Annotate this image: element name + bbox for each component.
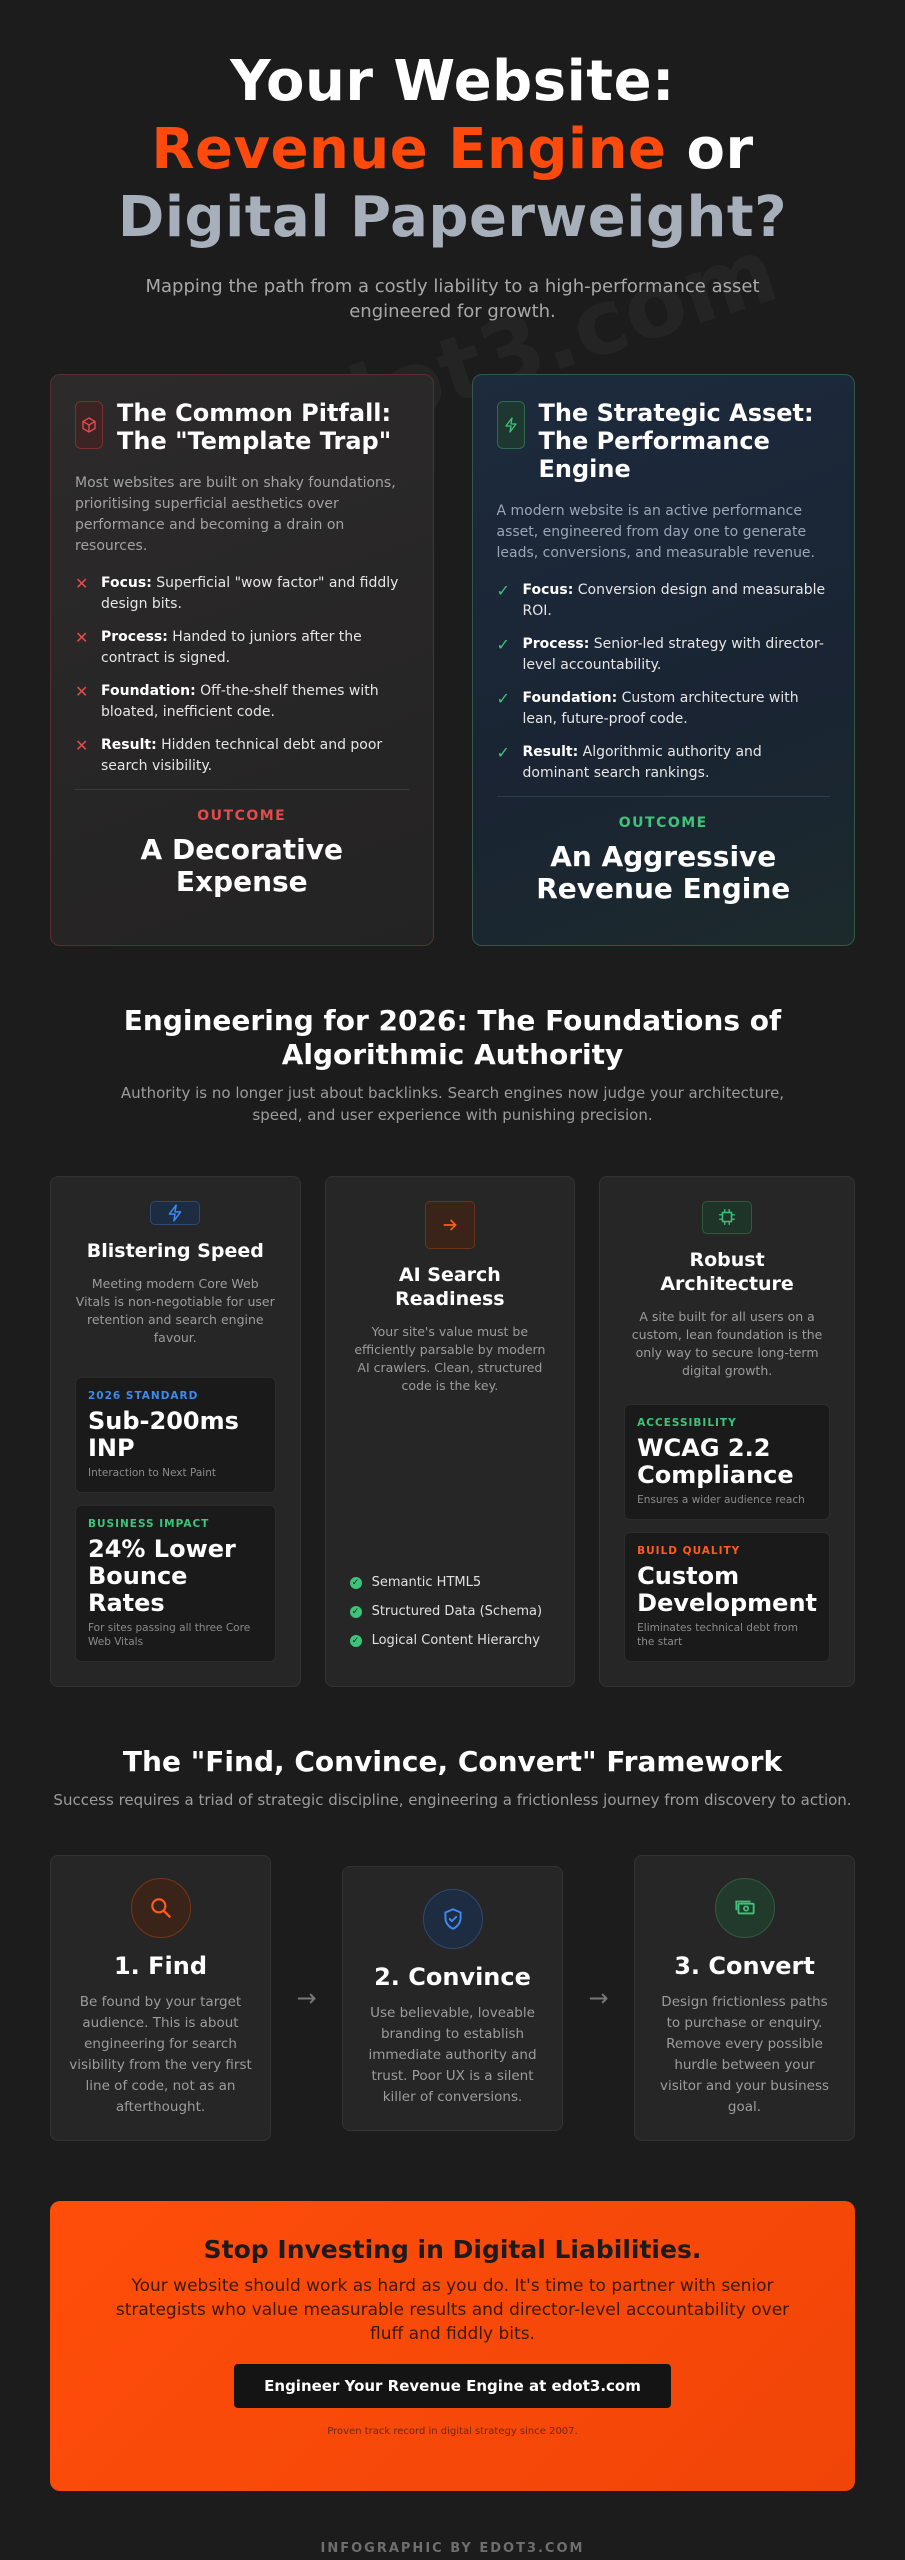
stat-value: 24% Lower Bounce Rates <box>88 1535 236 1617</box>
ai-column <box>325 1176 576 1687</box>
step-title: 3. Convert <box>674 1952 815 1980</box>
check-icon: ✓ <box>496 581 510 600</box>
framework-title: The "Find, Convince, Convert" Framework <box>122 1745 783 1778</box>
step-convince <box>342 1866 563 2131</box>
asset-point: ✓ Focus: Conversion design and measurable ROI. <box>497 580 831 622</box>
pitfall-point: ✕ Process: Handed to juniors after the contract is signed. <box>75 627 409 669</box>
comparison-section <box>50 374 855 946</box>
stat-note: Ensures a wider audience reach <box>637 1494 805 1506</box>
page-title <box>90 48 815 252</box>
cube-icon <box>75 401 103 449</box>
stat-note: Eliminates technical debt from the start <box>637 1622 798 1648</box>
cta-title: Stop Investing in Digital Liabilities. <box>203 2235 702 2264</box>
title-part-3: or <box>666 117 754 182</box>
pitfall-title: The Common Pitfall: The "Template Trap" <box>117 399 392 455</box>
lightning-icon <box>150 1201 200 1225</box>
pitfall-points <box>75 573 409 777</box>
pitfall-header <box>75 399 409 455</box>
pitfall-card <box>50 374 434 946</box>
check-circle-icon: ✓ <box>350 1635 362 1647</box>
framework-subtitle: Success requires a triad of strategic discipline, engineering a frictionless journey from discovery to action. <box>53 1791 852 1809</box>
money-icon <box>715 1878 775 1938</box>
asset-outcome-value: An Aggressive Revenue Engine <box>536 840 791 905</box>
foundations-columns <box>50 1176 855 1687</box>
search-icon <box>131 1878 191 1938</box>
cta-description: Your website should work as hard as you do. It's time to partner with senior strategists who value measurable results and director-level accountability over fluff and fiddly bits. <box>115 2276 790 2344</box>
checklist-item: ✓ Semantic HTML5 <box>350 1575 551 1590</box>
asset-points <box>497 580 831 784</box>
cta-note: Proven track record in digital strategy since 2007. <box>327 2426 578 2437</box>
checklist-item: ✓ Logical Content Hierarchy <box>350 1633 551 1648</box>
pitfall-outcome-label: OUTCOME <box>197 808 287 824</box>
arrow-right-icon <box>425 1201 475 1249</box>
stat-label: 2026 STANDARD <box>88 1390 199 1402</box>
architecture-column <box>599 1176 855 1687</box>
asset-point: ✓ Result: Algorithmic authority and dominant search rankings. <box>497 742 831 784</box>
stat-label: BUSINESS IMPACT <box>88 1518 210 1530</box>
architecture-title: Robust Architecture <box>660 1248 794 1295</box>
stat-value: WCAG 2.2 Compliance <box>637 1434 794 1489</box>
stat-card <box>75 1377 276 1493</box>
title-part-1: Your Website: <box>230 49 675 114</box>
cross-icon: ✕ <box>75 628 89 647</box>
lightning-icon <box>497 401 525 449</box>
step-description: Use believable, loveable branding to establish immediate authority and trust. Poor UX is a silent killer of conversions. <box>368 2004 537 2105</box>
foundations-header <box>0 1004 905 1126</box>
arrow-right-icon: → <box>296 1984 317 2012</box>
arrow-right-icon: → <box>588 1984 609 2012</box>
check-icon: ✓ <box>496 743 510 762</box>
page-subtitle: Mapping the path from a costly liability to a high-performance asset engineered for growth. <box>145 276 760 322</box>
cta-button[interactable]: Engineer Your Revenue Engine at edot3.com <box>234 2364 671 2408</box>
title-part-4: Digital Paperweight? <box>117 185 788 250</box>
divider <box>75 789 409 790</box>
asset-card <box>472 374 856 946</box>
stat-note: For sites passing all three Core Web Vitals <box>88 1622 251 1648</box>
stat-note: Interaction to Next Paint <box>88 1467 216 1479</box>
speed-column <box>50 1176 301 1687</box>
check-icon: ✓ <box>496 689 510 708</box>
checklist-item: ✓ Structured Data (Schema) <box>350 1604 551 1619</box>
cross-icon: ✕ <box>75 736 89 755</box>
asset-description: A modern website is an active performance asset, engineered from day one to generate leads, conversions, and measurable revenue. <box>496 503 815 561</box>
cross-icon: ✕ <box>75 574 89 593</box>
speed-title: Blistering Speed <box>86 1240 264 1263</box>
divider <box>497 796 831 797</box>
cta-banner <box>50 2201 855 2491</box>
cross-icon: ✕ <box>75 682 89 701</box>
foundations-title: Engineering for 2026: The Foundations of Algorithmic Authority <box>123 1004 782 1071</box>
stat-card <box>624 1532 830 1662</box>
step-description: Design frictionless paths to purchase or enquiry. Remove every possible hurdle between your visitor and your business goal. <box>659 1994 830 2115</box>
asset-point: ✓ Process: Senior-led strategy with director-level accountability. <box>497 634 831 676</box>
chip-icon <box>702 1201 752 1234</box>
asset-outcome-label: OUTCOME <box>618 815 708 831</box>
step-find <box>50 1855 271 2141</box>
ai-description: Your site's value must be efficiently parsable by modern AI crawlers. Clean, structured code is the key. <box>354 1324 546 1393</box>
framework-steps <box>50 1855 855 2141</box>
stat-value: Sub-200ms INP <box>88 1407 239 1462</box>
ai-checklist <box>350 1575 551 1662</box>
stat-card <box>624 1404 830 1520</box>
stat-card <box>75 1505 276 1662</box>
pitfall-description: Most websites are built on shaky foundations, prioritising superficial aesthetics over performance and becoming a drain on resources. <box>75 475 396 554</box>
ai-title: AI Search Readiness <box>395 1264 505 1310</box>
title-part-2: Revenue Engine <box>151 117 667 182</box>
step-title: 2. Convince <box>374 1962 531 1991</box>
foundations-subtitle: Authority is no longer just about backlinks. Search engines now judge your architecture, speed, and user experience with punishing precision. <box>120 1084 785 1124</box>
step-title: 1. Find <box>113 1952 208 1980</box>
pitfall-point: ✕ Result: Hidden technical debt and poor search visibility. <box>75 735 409 777</box>
step-convert <box>634 1855 855 2141</box>
stat-value: Custom Development <box>637 1562 818 1617</box>
pitfall-outcome-value: A Decorative Expense <box>140 833 343 898</box>
speed-description: Meeting modern Core Web Vitals is non-negotiable for user retention and search engine favour. <box>75 1276 275 1346</box>
pitfall-point: ✕ Focus: Superficial "wow factor" and fiddly design bits. <box>75 573 409 615</box>
check-circle-icon: ✓ <box>350 1606 362 1618</box>
step-description: Be found by your target audience. This is about engineering for search visibility from the very first line of code, not as an afterthought. <box>69 1994 252 2115</box>
check-circle-icon: ✓ <box>350 1577 362 1589</box>
framework-header <box>0 1745 905 1811</box>
stat-label: ACCESSIBILITY <box>637 1417 737 1429</box>
architecture-description: A site built for all users on a custom, lean foundation is the only way to secure long-term digital growth. <box>631 1308 823 1378</box>
stat-label: BUILD QUALITY <box>637 1545 741 1557</box>
footer-credit: INFOGRAPHIC BY EDOT3.COM <box>320 2541 585 2556</box>
asset-point: ✓ Foundation: Custom architecture with lean, future-proof code. <box>497 688 831 730</box>
shield-check-icon <box>423 1889 483 1949</box>
check-icon: ✓ <box>496 635 510 654</box>
asset-header <box>497 399 831 483</box>
pitfall-point: ✕ Foundation: Off-the-shelf themes with bloated, inefficient code. <box>75 681 409 723</box>
asset-title: The Strategic Asset: The Performance Engine <box>538 399 814 483</box>
